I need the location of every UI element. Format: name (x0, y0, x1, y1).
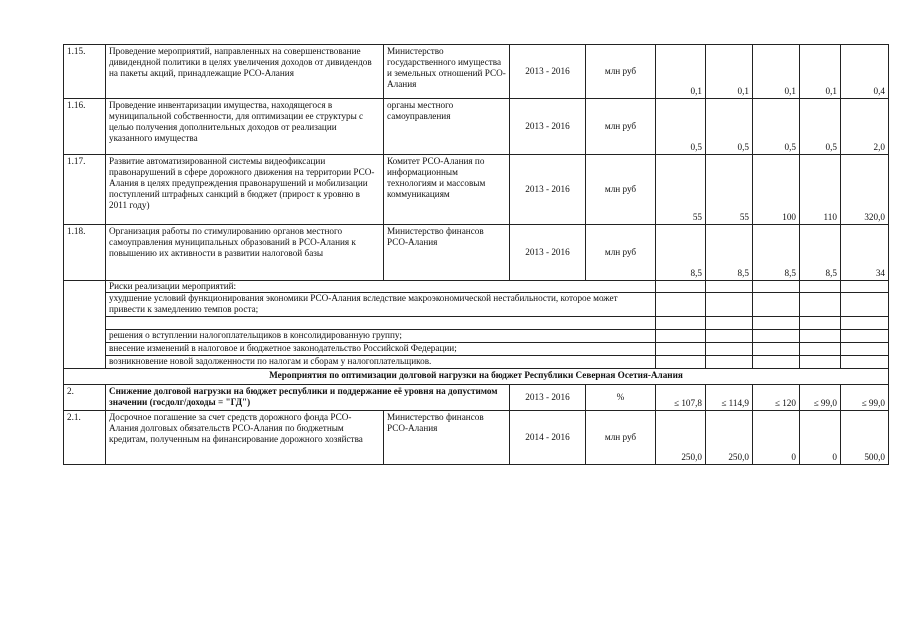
value-4: 110 (800, 155, 841, 225)
value-total: 0,4 (841, 45, 889, 99)
period: 2013 - 2016 (510, 385, 586, 411)
table-row (64, 99, 889, 155)
executor: Министерство финансов РСО-Алания (384, 225, 510, 281)
row-number: 2.1. (64, 411, 106, 465)
value-4: 8,5 (800, 225, 841, 281)
risk-row (64, 317, 889, 330)
measures-table (63, 44, 889, 465)
value-1: 0,1 (656, 45, 706, 99)
executor: органы местного самоуправления (384, 99, 510, 155)
table-row (64, 385, 889, 411)
measure-text: Проведение инвентаризации имущества, находящегося в муниципальной собственности, для оптимизации ее структуры с целью получения дополнительных доходов от реализации указанного имущества (106, 99, 384, 155)
value-3: 0,5 (753, 99, 800, 155)
table-row (64, 155, 889, 225)
executor: Министерство финансов РСО-Алания (384, 411, 510, 465)
value-1: 55 (656, 155, 706, 225)
table-row (64, 411, 889, 465)
value-3: 0 (753, 411, 800, 465)
risk-row (64, 356, 889, 369)
value-total: ≤ 99,0 (841, 385, 889, 411)
value-total: 34 (841, 225, 889, 281)
table-row (64, 225, 889, 281)
value-3: ≤ 120 (753, 385, 800, 411)
risk-row (64, 330, 889, 343)
value-1: ≤ 107,8 (656, 385, 706, 411)
value-2: ≤ 114,9 (706, 385, 753, 411)
row-number: 1.15. (64, 45, 106, 99)
value-2: 0,1 (706, 45, 753, 99)
value-4: ≤ 99,0 (800, 385, 841, 411)
value-4: 0 (800, 411, 841, 465)
unit: млн руб (586, 155, 656, 225)
section-header-row (64, 369, 889, 385)
value-1: 0,5 (656, 99, 706, 155)
risk-item: возникновение новой задолженности по налогам и сборам у налогоплательщиков. (106, 356, 656, 369)
period: 2013 - 2016 (510, 225, 586, 281)
measure-text: Проведение мероприятий, направленных на совершенствование дивидендной политики в целях увеличения доходов от дивидендов на пакеты акций, принадлежащие РСО-Алания (106, 45, 384, 99)
risk-title-row (64, 281, 889, 293)
unit: млн руб (586, 45, 656, 99)
value-4: 0,1 (800, 45, 841, 99)
value-2: 0,5 (706, 99, 753, 155)
measure-text: Развитие автоматизированной системы видеофиксации правонарушений в сфере дорожного движения на территории РСО-Алания в целях предупреждения правонарушений и мобилизации поступлений штрафных санкций в бюджет (прирост к уровню в 2011 году) (106, 155, 384, 225)
unit: % (586, 385, 656, 411)
risk-row (64, 343, 889, 356)
section-title: Мероприятия по оптимизации долговой нагрузки на бюджет Республики Северная Осетия-Алания (64, 369, 889, 385)
value-total: 500,0 (841, 411, 889, 465)
value-3: 0,1 (753, 45, 800, 99)
executor: Комитет РСО-Алания по информационным технологиям и массовым коммуникациям (384, 155, 510, 225)
value-total: 2,0 (841, 99, 889, 155)
period: 2013 - 2016 (510, 155, 586, 225)
value-1: 8,5 (656, 225, 706, 281)
period: 2013 - 2016 (510, 45, 586, 99)
unit: млн руб (586, 99, 656, 155)
unit: млн руб (586, 225, 656, 281)
value-2: 250,0 (706, 411, 753, 465)
risk-number-cell (64, 281, 106, 369)
value-total: 320,0 (841, 155, 889, 225)
period: 2014 - 2016 (510, 411, 586, 465)
table-row (64, 45, 889, 99)
value-2: 8,5 (706, 225, 753, 281)
period: 2013 - 2016 (510, 99, 586, 155)
row-number: 1.17. (64, 155, 106, 225)
measure-text: Снижение долговой нагрузки на бюджет республики и поддержание её уровня на допустимом значении (госдолг/доходы = "ГД") (106, 385, 510, 411)
value-3: 8,5 (753, 225, 800, 281)
measure-text: Досрочное погашение за счет средств дорожного фонда РСО-Алания долговых обязательств РСО-Алания по бюджетным кредитам, полученным на финансирование дорожного хозяйства (106, 411, 384, 465)
risk-item: ухудшение условий функционирования экономики РСО-Алания вследствие макроэкономической нестабильности, которое может привести к замедлению темпов роста; (106, 293, 656, 317)
risk-row (64, 293, 889, 317)
risk-item: внесение изменений в налоговое и бюджетное законодательство Российской Федерации; (106, 343, 656, 356)
risk-item: решения о вступлении налогоплательщиков в консолидированную группу; (106, 330, 656, 343)
value-2: 55 (706, 155, 753, 225)
unit: млн руб (586, 411, 656, 465)
value-3: 100 (753, 155, 800, 225)
value-1: 250,0 (656, 411, 706, 465)
row-number: 1.16. (64, 99, 106, 155)
executor: Министерство государственного имущества и земельных отношений РСО-Алания (384, 45, 510, 99)
row-number: 1.18. (64, 225, 106, 281)
risk-title: Риски реализации мероприятий: (106, 281, 656, 293)
value-4: 0,5 (800, 99, 841, 155)
row-number: 2. (64, 385, 106, 411)
measure-text: Организация работы по стимулированию органов местного самоуправления муниципальных образований в РСО-Алания к повышению их активности в развитии налоговой базы (106, 225, 384, 281)
